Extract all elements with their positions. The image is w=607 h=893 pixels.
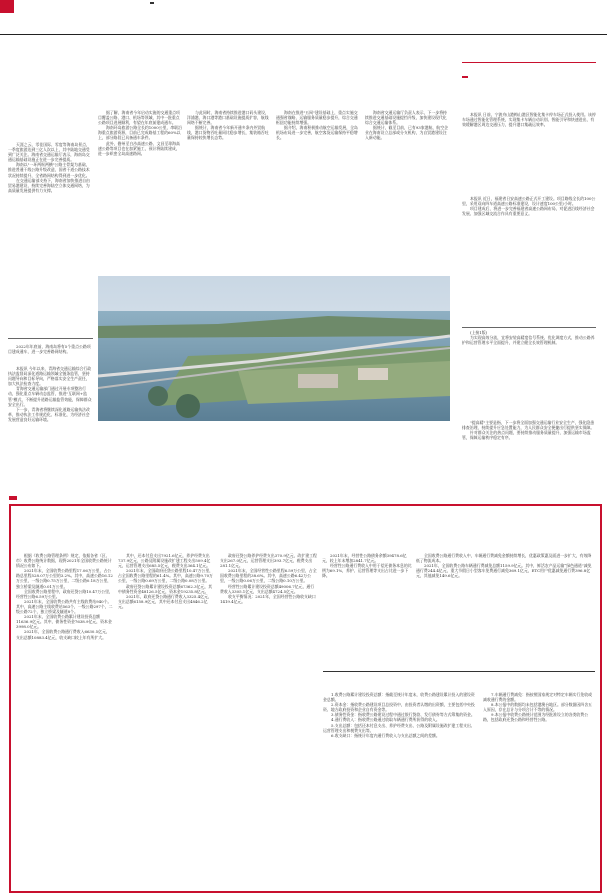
bulletin-column-5: 全国收费公路通行费收入中，车辆通行费减免金额持续增长，优惠政策惠及面进一步扩大，有效降低了物流成本。 2021年，全国收费公路车辆通行费减免总额1159.9亿元。其中，鲜活农产品运输“绿色通道”减免通行费244.4亿元，重大节假日小型客车免费通行减免369.1亿元，ETC用户优惠减免通行费396.8亿元，其他减免149.6亿元。 xyxy=(416,553,592,579)
short-news-1-body: 本报讯 日前，宁波舟山港梅山港区智能化集卡停车场正式投入使用。该停车场通过智能化管理系统，实现集卡车辆自动识别、智能引导和快速进出，有效缓解港区周边交通压力，提升港口集疏运效率。 xyxy=(462,112,596,128)
bulletin-tag xyxy=(9,496,17,510)
notes-divider xyxy=(323,671,595,672)
bulletin-column-4: 2021年末，经营性公路债务余额39478.6亿元，较上年末增加2841.7亿元。 经营性公路通行费收入中用于偿还债务本息的比例为69.1%，养护、运营管理等支出占比进一步下降。 xyxy=(322,553,412,579)
bridge-photo xyxy=(98,276,450,421)
left-story-divider xyxy=(8,338,93,339)
page-header xyxy=(0,0,607,35)
lead-column-1b: 2022年年底前，海南岛将有5个重点公路项目建成通车，进一步完善路网结构。 xyxy=(8,344,91,355)
lead-column-3: 与此同时，海南省持续推进港口码头建设，洋浦港、海口港等港口基础设施提质扩容，航线网络不断完善。 据统计，海南省今年新开通多条内外贸航线，港口货物吞吐量同比稳步增长，集装箱吞吐量保持较快增长态势。 xyxy=(187,110,269,141)
right-story-body-1: (上接1版) 为实现高效分流，宜将安装高精度信号系统、优化调度方式，推动公路养护和运营管理水平全面提升，并建立健全长效管理机制。 xyxy=(462,330,595,346)
lead-photo xyxy=(98,276,450,421)
lead-column-5: 海南省交通运输厅负责人表示，下一步将持续推进交通基础设施提挡升级，加快建设现代化综合交通运输体系。 据统计，截至目前，已有93家港航、航空企业在海南设立总部或分支机构，为自贸港建设注入新动能。 xyxy=(365,110,448,141)
header-accent-bar xyxy=(0,0,14,13)
right-story-body-2: "提高精"主要是指，下一步将全面加强交通运输行业安全生产，强化隐患排查治理，持续提升应急处置能力，为人民群众安全便捷出行提供坚实保障。 针对群众关注的热点问题，要持续推动服务质量提升，加强运输市场监管，保障运输秩序稳定有序。 xyxy=(462,420,595,441)
lead-column-1: 天涯之云、零佳国际、零度等海南岛景点，一季度旅游达到三亿人次以上，其中陆地交通受到广泛关注。海南省交通运输厅表示，海南岛交通运输基础设施正在进一步完善提质。 海南以"一环两纵两横"公路主骨架为基础，推进普通干线公路升级改造，国省干道公路技术状况持续提升，全省路网结构得到进一步优化。 在交通运输部支持下，海南省加快推进自由贸易港建设，持续完善海陆空立体交通网络，为高质量发展提供有力支撑。 xyxy=(8,142,90,193)
short-news-label xyxy=(462,76,468,78)
bulletin-column-2: 其中，还本付息支出7921.6亿元，养护经费支出737.9亿元，公路及附属设施改扩建工程支出509.4亿元，运营管理支出685.5亿元，税费支出364.1亿元。 2021年末，全国政府还贷公路里程10.47万公里，占全国收费公路里程的61.4%。其中，高速公路9.70万公里，一级公路0.69万公里，二级公路0.08万公里。 政府还贷公路累计建设投资总额67362.3亿元，其中债务性资金48126.5亿元，资本金19235.8亿元。 2021年，政府还贷公路通行费收入3325.4亿元，支出总额6158.9亿元，其中还本付息支出4846.2亿元。 xyxy=(118,553,214,609)
bulletin-column-3: 政府还贷公路养护经费支出370.9亿元，改扩建工程支出267.0亿元，运营管理支出393.7亿元，税费支出281.1亿元。 2021年末，全国经营性公路里程6.59万公里，占全国收费公路里程的38.6%。其中，高速公路6.42万公里，一级公路0.06万公里，二级公路0.10万公里。 经营性公路累计建设投资总额49006.7亿元，通行费收入3305.1亿元，支出总额4724.5亿元。 收支平衡情况：2021年，全国经营性公路收支缺口1419.4亿元。 xyxy=(220,553,317,604)
lead-column-2: 据了解，海南省今年启动实施的交通重点项目覆盖公路、港口、机场等领域，其中一批重点公路项目进展顺利，有望在年底前建成通车。 海南环岛旅游公路全长约1000公里，串联沿海重点旅游资源，目前已完成路基工程约60%以上，部分路段已具备通车条件。 此外，儋州至白沙高速公路、文昌至琼海高速公路等项目也在加紧施工，预计将陆续建成，进一步织密全岛高速路网。 xyxy=(98,110,183,156)
lead-column-4: 海南在推进"五网"建设基础上，重点实施交通强省战略，运输服务质量稳步提升，综合交通枢纽功能持续增强。 据介绍，海南积极推动航空运输发展，全岛机场布局进一步完善，航空客货运输保持平稳增长。 xyxy=(276,110,358,141)
bulletin-tag-label xyxy=(9,496,17,500)
left-story-body: 本报讯 今年以来，青海省交通运输综合行政执法监督局深化道路运输领域全链条监管，坚持问题导向和目标导向，严格落实安全生产责任，加大执法检查力度。 青海省交通运输部门通过开展专项整治行动，强化重点车辆动态监管，推进"互联网+监管"模式，不断提升道路运输监管效能，保障群众安全出行。 下一步，青海省将继续深化道路运输执法改革，推动执法工作规范化、标准化，为经济社会发展营造良好运输环境。 xyxy=(8,366,92,422)
short-news-2-body: 本报讯 近日，福建省日安高速公路正式开工建设。项目路线全长约100公里，采用双向四车道高速公路标准建设，设计速度100公里/小时。 项目建成后，将进一步完善福建省高速公路网布局，对促进沿线经济社会发展、加强区域交流合作具有重要意义。 xyxy=(462,196,596,217)
notes-column-1: 1.收费公路累计建设投资总额：指截至统计年度末，收费公路建设累计投入的建设资金总额。 2.资本金：指收费公路建设项目总投资中，由投资者认缴的出资额，主要包括中央投资、地方政府投资和企业自有资金等。 3.债务性资金：指收费公路建设过程中通过银行贷款、发行债券等方式筹集的资金。 4.通行费收入：指收费公路通过收取车辆通行费所获得的收入。 5.支出总额：包括还本付息支出、养护经费支出、公路及附属设施改扩建工程支出、运营管理支出和税费支出等。 6.收支缺口：指统计年度内通行费收入与支出总额之间的差额。 xyxy=(323,692,475,738)
page-number xyxy=(150,2,154,4)
notes-column-2: 7.车辆通行费减免：指按照国家规定对特定车辆实行免收或减收通行费的金额。 8.本公报中的数据均未包括港澳台地区。部分数据因四舍五入原因，存在总计与分项合计不等的情况。 9.本公报中收费公路统计范围为经批准设立的各类收费公路，包括政府还贷公路和经营性公路。 xyxy=(483,692,592,723)
right-divider xyxy=(462,327,596,328)
bulletin-column-1: 根据《收费公路管理条例》规定，依据各省（区、市）收费公路统计数据，现将2021年全国收费公路统计情况公布如下。 2021年末，全国收费公路里程17.06万公里，占公路总里程528.07万公里的3.2%。其中，高速公路16.12万公里，一级公路0.75万公里，二级公路0.18万公里，独立桥梁及隧道0.01万公里。 全国收费公路里程中，政府还贷公路10.47万公里，经营性公路6.59万公里。 2021年末，全国收费公路共有主线收费站940个。其中，高速公路主线收费站563个，一级公路297个，二级公路72个，独立桥梁及隧道8个。 2021年末，全国收费公路累计建设投资总额11636.9亿元。其中，债务性资金7638.9亿元，资本金3998.0亿元。 2021年，全国收费公路通行费收入6630.5亿元，支出总额10883.4亿元，收支缺口较上年有所扩大。 xyxy=(16,553,113,640)
short-news-bar xyxy=(462,62,596,82)
